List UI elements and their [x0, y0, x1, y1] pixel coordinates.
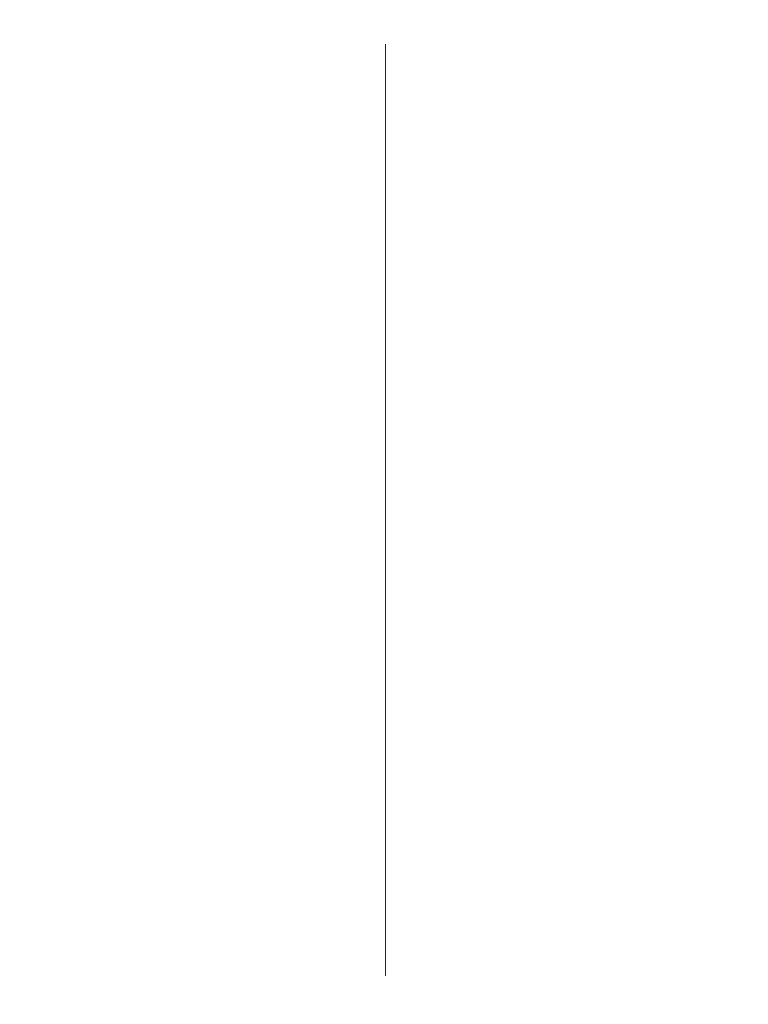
column-divider: [385, 44, 386, 976]
